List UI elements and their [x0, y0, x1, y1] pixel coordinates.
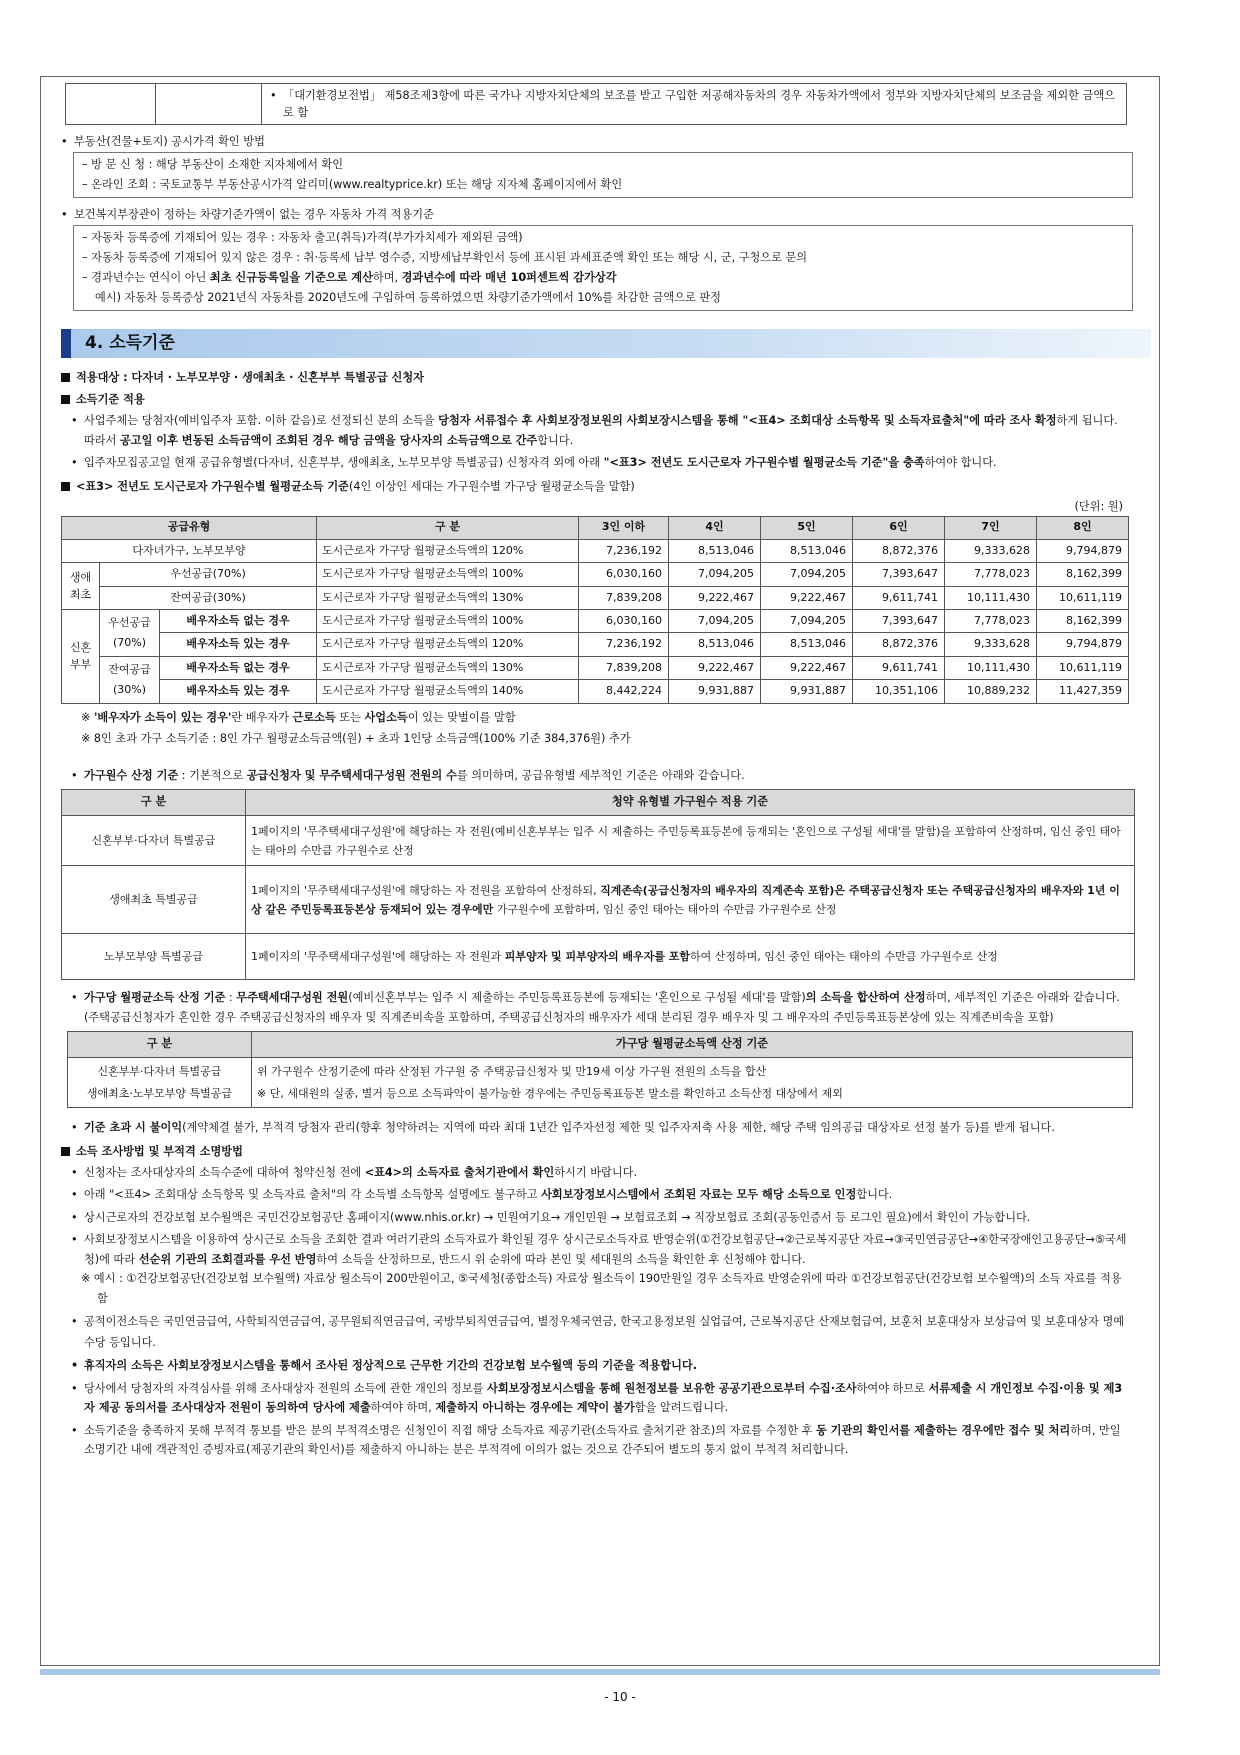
vehicle-example: 예시) 자동차 등록증상 2021년식 자동차를 2020년도에 구입하여 등록하였으면 차량기준가액에서 10%를 차감한 금액으로 판정 — [95, 291, 721, 304]
survey-example-note: ※ 예시 : ①건강보험공단(건강보험 보수월액) 자료상 월소득이 200만원이고, ⑤국세청(종합소득) 자료상 월소득이 190만원일 경우 소득자료 반영순위에 따라 ①건강보험공단(건강보험 보수월액)의 소득 자료를 적용함 — [81, 1272, 1122, 1305]
realestate-item: – 방 문 신 청 : 해당 부동산이 소재한 지자체에서 확인 — [82, 158, 344, 171]
square-bullet-icon — [61, 373, 70, 382]
avg-income-table — [67, 1031, 1133, 1108]
avg-label: 신혼부부·다자녀 특별공급 — [97, 1064, 222, 1078]
survey-bullet: • 신청자는 조사대상자의 소득수준에 대하여 청약신청 전에 <표4>의 소득자료 출처기관에서 확인하시기 바랍니다. — [71, 1163, 1147, 1183]
table-row: 다자녀가구, 노부모부양 도시근로자 가구당 월평균소득액의 120% 7,236,192 8,513,046 8,513,046 8,872,376 9,333,628 9,794,879 — [62, 539, 1129, 562]
income-standard-table — [61, 516, 1129, 704]
table-row: 잔여공급(30%) 도시근로자 가구당 월평균소득액의 130% 7,839,208 9,222,467 9,222,467 9,611,741 10,111,430 10,611,119 — [62, 586, 1129, 609]
spouse-income-note: ※ '배우자가 소득이 있는 경우'란 배우자가 근로소득 또는 사업소득이 있는 맞벌이를 말함 — [81, 710, 516, 724]
table-header-row: 공급유형 구 분 3인 이하 4인 5인 6인 7인 8인 — [62, 516, 1129, 539]
table-row: 신혼부부·다자녀 특별공급 1페이지의 '무주택세대구성원'에 해당하는 자 전원(예비신혼부부는 입주 시 제출하는 주민등록표등본에 등재되는 '혼인으로 구성될 세대'를 말함)을 포함하여 산정하며, 임신 중인 태아는 태아의 수만큼 가구원수로 산정 — [62, 816, 1135, 866]
table-header-row: 구 분 청약 유형별 가구원수 적용 기준 — [62, 790, 1135, 816]
table-header-row: 구 분 가구당 월평균소득액 산정 기준 — [68, 1032, 1133, 1058]
footer-bar — [40, 1669, 1160, 1675]
table-row — [68, 1058, 1133, 1108]
table-row: 신혼부부 우선공급 (70%) 배우자소득 없는 경우 도시근로자 가구당 월평균소득액의 100% 6,030,160 7,094,205 7,094,205 7,393,647 7,778,023 8,162,399 — [62, 610, 1129, 633]
realestate-title: • 부동산(건물+토지) 공시가격 확인 방법 — [61, 132, 1147, 151]
table-row: 생애최초 우선공급(70%) 도시근로자 가구당 월평균소득액의 100% 6,030,160 7,094,205 7,094,205 7,393,647 7,778,023 8,162,399 — [62, 563, 1129, 586]
penalty-note: • 기준 초과 시 불이익(계약체결 불가, 부적격 당첨자 관리(향후 청약하려는 지역에 따라 최대 1년간 입주자선정 제한 및 입주자저축 사용 제한, 해당 주택 임의공급 대상자로 선정 불가 등)를 받게 됩니다. — [71, 1118, 1147, 1138]
vehicle-box — [73, 225, 1133, 311]
family-count-table — [61, 789, 1135, 980]
applicability-line: 적용대상 : 다자녀 · 노부모부양 · 생애최초 · 신혼부부 특별공급 신청자 — [61, 367, 1147, 389]
table-row: 잔여공급 (30%) 배우자소득 없는 경우 도시근로자 가구당 월평균소득액의 130% 7,839,208 9,222,467 9,222,467 9,611,741 10,111,430 10,611,119 — [62, 656, 1129, 679]
low-emission-vehicle-note: • 「대기환경보전법」 제58조제3항에 따른 국가나 지방자치단체의 보조를 받고 구입한 저공해자동차의 경우 자동차가액에서 정부와 지방자치단체의 보조금을 제외한 금액으로 함 — [270, 87, 1118, 121]
vehicle-note-table — [65, 83, 1127, 125]
survey-title: 소득 조사방법 및 부적격 소명방법 — [61, 1141, 1147, 1163]
realestate-item: – 온라인 조회 : 국토교통부 부동산공시가격 알리미(www.realtyprice.kr) 또는 해당 지자체 홈페이지에서 확인 — [82, 178, 623, 191]
table-row: 노부모부양 특별공급 1페이지의 '무주택세대구성원'에 해당하는 자 전원과 피부양자 및 피부양자의 배우자를 포함하여 산정하며, 임신 중인 태아는 태아의 수만큼 가구원수로 산정 — [62, 934, 1135, 980]
survey-bullet: • 휴직자의 소득은 사회보장정보시스템을 통해서 조사된 정상적으로 근무한 기간의 건강보험 보수월액 등의 기준을 적용합니다. — [71, 1356, 1147, 1376]
content-frame — [40, 76, 1160, 1666]
vehicle-item: – 경과년수는 연식이 아닌 최초 신규등록일을 기준으로 계산하며, 경과년수에 따라 매년 10퍼센트씩 감가상각 — [82, 271, 617, 284]
square-bullet-icon — [61, 1147, 70, 1156]
page-number: - 10 - — [604, 1690, 636, 1704]
table-row: 배우자소득 있는 경우 도시근로자 가구당 월평균소득액의 120% 7,236,192 8,513,046 8,513,046 8,872,376 9,333,628 9,794,879 — [62, 633, 1129, 656]
income-apply-bullet: • 입주자모집공고일 현재 공급유형별(다자녀, 신혼부부, 생애최초, 노부모부양 특별공급) 신청자격 외에 아래 "<표3> 전년도 도시근로자 가구원수별 월평균소득 기준"을 충족하여야 합니다. — [71, 453, 1147, 473]
avg-label: 생애최초·노부모부양 특별공급 — [86, 1086, 233, 1100]
vehicle-item: – 자동차 등록증에 기재되어 있는 경우 : 자동차 출고(취득)가격(부가가치세가 제외된 금액) — [82, 231, 523, 244]
family-count-intro: • 가구원수 산정 기준 : 기본적으로 공급신청자 및 무주택세대구성원 전원의 수를 의미하며, 공급유형별 세부적인 기준은 아래와 같습니다. — [71, 766, 1147, 786]
income-apply-title: 소득기준 적용 — [61, 389, 1147, 411]
avg-text: 위 가구원수 산정기준에 따라 산정된 가구원 중 주택공급신청자 및 만19세 이상 가구원 전원의 소득을 합산 — [257, 1064, 767, 1078]
table3-title: <표3> 전년도 도시근로자 가구원수별 월평균소득 기준(4인 이상인 세대는 가구원수별 가구당 월평균소득을 말함) — [61, 476, 1147, 498]
heading-marker — [61, 329, 71, 358]
section-heading — [61, 329, 1147, 358]
square-bullet-icon — [61, 482, 70, 491]
over-8-note: ※ 8인 초과 가구 소득기준 : 8인 가구 월평균소득금액(원) + 초과 1인당 소득금액(100% 기준 384,376원) 추가 — [81, 731, 631, 745]
survey-bullet: • 사회보장정보시스템을 이용하여 상시근로 소득을 조회한 결과 여러기관의 소득자료가 확인될 경우 상시근로소득자료 반영순위(①건강보험공단→②근로복지공단 자료→③국민연금공단→④한국장애인고용공단→⑤국세청)에 따라 선순위 기관의 조회결과를 우선 반영하여 소득을 산정하므로, 반드시 위 순위에 따라 본인 및 세대원의 소득을 확인한 후 신청해야 합니다. — [71, 1230, 1147, 1269]
heading-bar — [61, 329, 1151, 358]
survey-bullet: • 공적이전소득은 국민연금급여, 사학퇴직연금급여, 공무원퇴직연금급여, 국방부퇴직연금급여, 별정우체국연금, 한국고용정보원 실업급여, 근로복지공단 산재보험급여, 보훈처 보훈대상자 보상급여 및 보훈대상자 명예수당 등입니다. — [71, 1311, 1147, 1353]
realestate-section — [53, 132, 1147, 198]
vehicle-item: – 자동차 등록증에 기재되어 있지 않은 경우 : 취·등록세 납부 영수증, 지방세납부확인서 등에 표시된 과세표준액 확인 또는 해당 시, 군, 구청으로 문의 — [82, 251, 808, 264]
survey-bullet: • 당사에서 당첨자의 자격심사를 위해 조사대상자 전원의 소득에 관한 개인의 정보를 사회보장정보시스템을 통해 원천정보를 보유한 공공기관으로부터 수집·조사하여야 하므로 서류제출 시 개인정보 수집·이용 및 제3자 제공 동의서를 조사대상자 전원이 동의하여 당사에 제출하여야 하며, 제출하지 아니하는 경우에는 계약이 불가함을 알려드립니다. — [71, 1379, 1147, 1418]
avg-income-intro: • 가구당 월평균소득 산정 기준 : 무주택세대구성원 전원(예비신혼부부는 입주 시 제출하는 주민등록표등본에 등재되는 '혼인으로 구성될 세대'를 말함)의 소득을 합산하여 산정하며, 세부적인 기준은 아래와 같습니다.(주택공급신청자가 혼인한 경우 주택공급신청자의 배우자 및 직계존비속을 포함하며, 주택공급신청자의 배우자가 세대 분리된 경우 배우자 및 그 배우자의 주민등록표등본상에 있는 직계존비속을 포함) — [71, 988, 1147, 1027]
vehicle-section — [53, 205, 1147, 311]
survey-bullet: • 아래 "<표4> 조회대상 소득항목 및 소득자료 출처"의 각 소득별 소득항목 설명에도 불구하고 사회보장정보시스템에서 조회된 자료는 모두 해당 소득으로 인정합니다. — [71, 1185, 1147, 1205]
table-row: 배우자소득 있는 경우 도시근로자 가구당 월평균소득액의 140% 8,442,224 9,931,887 9,931,887 10,351,106 10,889,232 11,427,359 — [62, 680, 1129, 703]
survey-bullet: • 소득기준을 충족하지 못해 부적격 통보를 받은 분의 부적격소명은 신청인이 직접 해당 소득자료 제공기관(소득자료 출처기관 참조)의 자료를 수정한 후 동 기관의 확인서를 제출하는 경우에만 접수 및 처리하며, 만일 소명기간 내에 객관적인 증빙자료(제공기관의 확인서)를 제출하지 아니하는 분은 부적격에 이의가 없는 것으로 간주되어 별도의 통지 없이 부적격 처리합니다. — [71, 1421, 1147, 1460]
table-row: 생애최초 특별공급 1페이지의 '무주택세대구성원'에 해당하는 자 전원을 포함하여 산정하되, 직계존속(공급신청자의 배우자의 직계존속 포함)은 주택공급신청자 또는 주택공급신청자의 배우자와 1년 이상 같은 주민등록표등본상 등재되어 있는 경우에만 가구원수에 포함하며, 임신 중인 태아는 태아의 수만큼 가구원수로 산정 — [62, 866, 1135, 934]
income-apply-bullet: • 사업주체는 당첨자(예비입주자 포함. 이하 같음)로 선정되신 분의 소득을 당첨자 서류접수 후 사회보장정보원의 사회보장시스템을 통해 "<표4> 조회대상 소득항목 및 소득자료출처"에 따라 조사 확정하게 됩니다. 따라서 공고일 이후 변동된 소득금액이 조회된 경우 해당 금액을 당사자의 소득금액으로 간주합니다. — [71, 411, 1147, 450]
avg-text: ※ 단, 세대원의 실종, 별거 등으로 소득파악이 불가능한 경우에는 주민등록표등본 말소를 확인하고 소득산정 대상에서 제외 — [257, 1086, 843, 1100]
section-title: 4. 소득기준 — [85, 333, 175, 353]
vehicle-title: • 보건복지부장관이 정하는 차량기준가액이 없는 경우 자동차 가격 적용기준 — [61, 205, 1147, 224]
survey-bullet: • 상시근로자의 건강보험 보수월액은 국민건강보험공단 홈페이지(www.nhis.or.kr) → 민원여기요→ 개인민원 → 보험료조회 → 직장보험료 조회(공동인증서 등 로그인 필요)에서 확인이 가능합니다. — [71, 1208, 1147, 1228]
table3-unit: (단위: 원) — [1074, 499, 1123, 513]
square-bullet-icon — [61, 395, 70, 404]
realestate-box — [73, 152, 1133, 198]
